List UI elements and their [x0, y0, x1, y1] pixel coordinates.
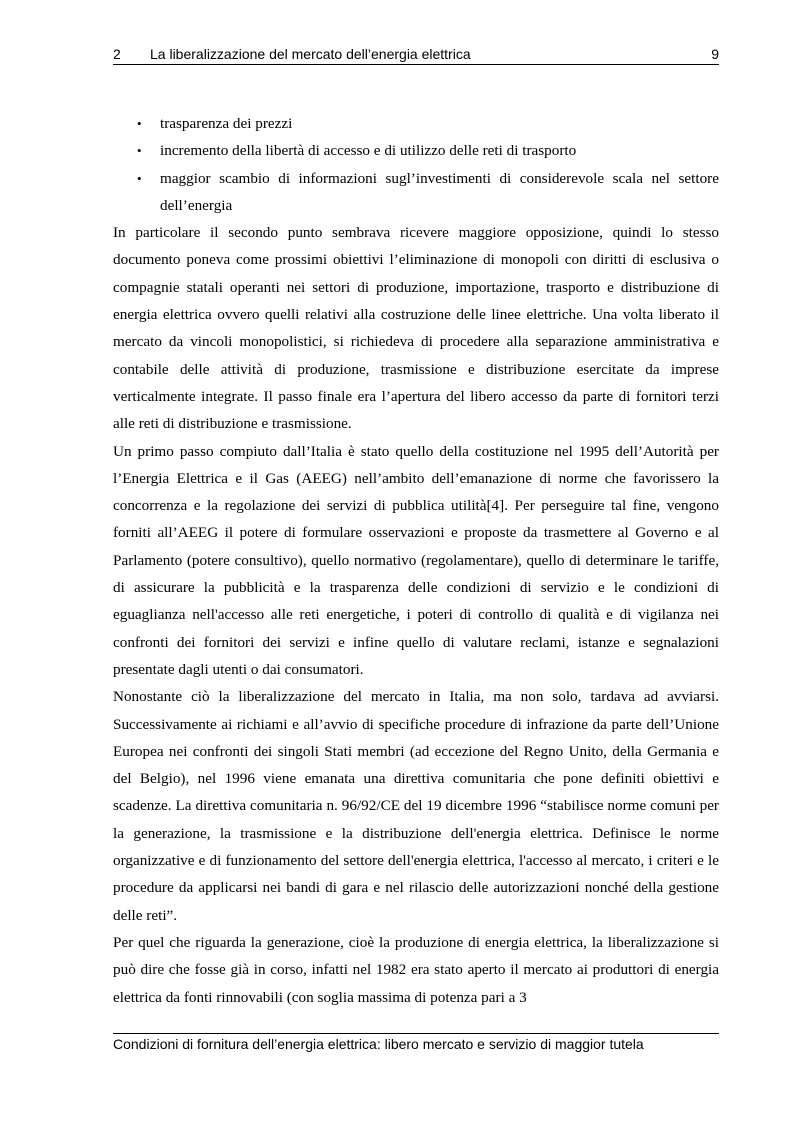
- list-item: [113, 137, 719, 164]
- page-number: 9: [711, 46, 719, 62]
- list-item-text: trasparenza dei prezzi: [160, 115, 293, 132]
- list-item-text: incremento della libertà di accesso e di utilizzo delle reti di trasporto: [160, 142, 577, 160]
- running-header: [113, 44, 719, 65]
- paragraph: In particolare il secondo punto sembrava ricevere maggiore opposizione, quindi lo stesso documento poneva come prossimi obiettivi l’eliminazione di monopoli con diritti di esclusiva o compagnie statali operanti nei settori di produzione, importazione, trasporto e distribuzione di energia elettrica ovvero quelli relativi alla costruzione delle linee elettriche. Una volta liberato il mercato da vincoli monopolistici, si richiedeva di procedere alla separazione amministrativa e contabile delle attività di produzione, trasmissione e distribuzione esercitate da imprese verticalmente integrate. Il passo finale era l’apertura del libero accesso da parte di fornitori terzi alle reti di distribuzione e trasmissione.: [113, 224, 719, 433]
- chapter-title: La liberalizzazione del mercato dell’energia elettrica: [150, 46, 471, 62]
- list-item-text: maggior scambio di informazioni sugl’investimenti di considerevole scala nel settore dell’energia: [160, 169, 719, 214]
- page-body: [113, 110, 719, 1011]
- list-item: [113, 110, 719, 137]
- running-footer: Condizioni di fornitura dell’energia elettrica: libero mercato e servizio di maggior tutela: [113, 1036, 644, 1052]
- paragraph: Un primo passo compiuto dall’Italia è stato quello della costituzione nel 1995 dell’Autorità per l’Energia Elettrica e il Gas (AEEG) nell’ambito dell’emanazione di norme che favorissero la concorrenza e la regolazione dei servizi di pubblica utilità[4]. Per perseguire tal fine, vengono forniti all’AEEG il potere di formulare osservazioni e proposte da trasmettere al Governo e al Parlamento (potere consultivo), quello normativo (regolamentare), quello di determinare le tariffe, di assicurare la pubblicità e la trasparenza delle condizioni di servizio e le condizioni di eguaglianza nell'accesso alle reti energetiche, i poteri di controllo di qualità e di vigilanza nei confronti dei fornitori dei servizi e infine quello di valutare reclami, istanze e segnalazioni presentate dagli utenti o dai consumatori.: [113, 442, 719, 678]
- paragraph: Per quel che riguarda la generazione, cioè la produzione di energia elettrica, la liberalizzazione si può dire che fosse già in corso, infatti nel 1982 era stato aperto il mercato ai produttori di energia elettrica da fonti rinnovabili (con soglia massima di potenza pari a 3: [113, 933, 719, 1006]
- chapter-number: 2: [113, 46, 121, 62]
- footer-divider: [113, 1033, 719, 1034]
- bullet-icon: •: [137, 143, 142, 159]
- paragraph: Nonostante ciò la liberalizzazione del mercato in Italia, ma non solo, tardava ad avviarsi. Successivamente ai richiami e all’avvio di specifiche procedure di infrazione da parte dell’Unione Europea nei confronti dei singoli Stati membri (ad eccezione del Regno Unito, della Germania e del Belgio), nel 1996 viene emanata una direttiva comunitaria che pone definiti obiettivi e scadenze. La direttiva comunitaria n. 96/92/CE del 19 dicembre 1996 “stabilisce norme comuni per la generazione, la trasmissione e la distribuzione dell'energia elettrica. Definisce le norme organizzative e di funzionamento del settore dell'energia elettrica, l'accesso al mercato, i criteri e le procedure da applicarsi nei bandi di gara e nel rilascio delle autorizzazioni nonché della gestione delle reti”.: [113, 688, 719, 924]
- bullet-icon: •: [137, 116, 142, 131]
- bullet-list: [113, 110, 719, 219]
- list-item: [113, 165, 719, 220]
- bullet-icon: •: [137, 170, 142, 186]
